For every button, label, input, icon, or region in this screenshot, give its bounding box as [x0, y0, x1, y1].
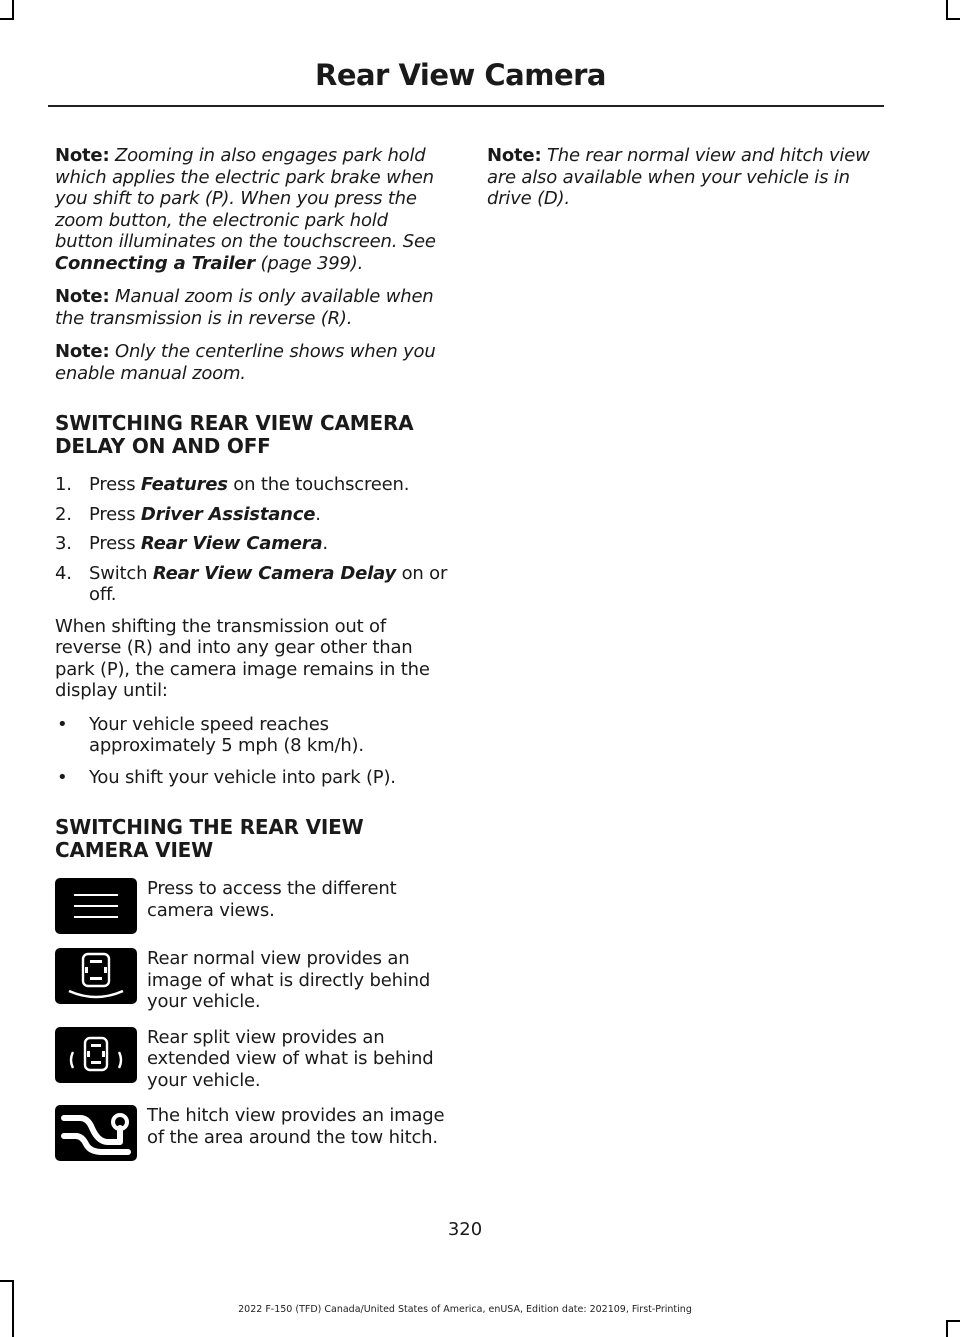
- note-text: Only the centerline shows when you enable manual zoom.: [55, 341, 436, 384]
- step-item: 4. Switch Rear View Camera Delay on or off.: [55, 562, 448, 605]
- crop-mark: [946, 1320, 960, 1322]
- note-text: The rear normal view and hitch view are also available when your vehicle is in drive (D).: [487, 145, 870, 209]
- note-centerline: [55, 341, 450, 384]
- footer-edition-info: 2022 F-150 (TFD) Canada/United States of America, enUSA, Edition date: 202109, First-Printing: [238, 1304, 692, 1315]
- note-text: Manual zoom is only available when the transmission is in reverse (R).: [55, 286, 434, 329]
- connecting-a-trailer-link[interactable]: Connecting a Trailer: [55, 252, 255, 274]
- steps-list: [55, 474, 450, 606]
- left-column: [55, 145, 450, 1175]
- crop-mark: [0, 18, 14, 20]
- ui-term: Driver Assistance: [140, 503, 316, 525]
- note-label: Note:: [55, 341, 110, 362]
- step-item: 3. Press Rear View Camera.: [55, 533, 328, 554]
- step-item: 1. Press Features on the touchscreen.: [55, 474, 410, 495]
- section-heading-camera-delay: SWITCHING REAR VIEW CAMERA DELAY ON AND OFF: [55, 411, 414, 458]
- bullet-list: [55, 714, 450, 789]
- page-reference: (page 399).: [255, 252, 364, 274]
- bullet-item: • You shift your vehicle into park (P).: [57, 766, 396, 788]
- ui-term: Features: [140, 474, 228, 495]
- note-manual-zoom: [55, 286, 450, 329]
- note-label: Note:: [55, 145, 110, 166]
- delay-paragraph: When shifting the transmission out of reverse (R) and into any gear other than park (P), the camera image remains in the display until:: [55, 615, 430, 701]
- page-title: Rear View Camera: [314, 58, 606, 92]
- view-row: [55, 948, 450, 1013]
- note-drive-views: [487, 145, 882, 210]
- crop-mark: [946, 18, 960, 20]
- rear-split-view-icon: [55, 1027, 137, 1083]
- ui-term: Rear View Camera: [140, 533, 323, 554]
- view-description: Rear normal view provides an image of what is directly behind your vehicle.: [147, 948, 431, 1012]
- ui-term: Rear View Camera Delay: [152, 562, 397, 584]
- step-item: 2. Press Driver Assistance.: [55, 503, 321, 525]
- menu-lines-icon: [55, 878, 137, 934]
- note-zoom-park-hold: [55, 145, 450, 274]
- crop-mark: [0, 1280, 14, 1282]
- view-row: [55, 878, 450, 934]
- note-text: Zooming in also engages park hold which applies the electric park brake when you shift to park (P). When you press the zoom button, the electronic park hold button illuminates on the touchscreen. See: [55, 145, 436, 252]
- rear-normal-view-icon: [55, 948, 137, 1004]
- view-description: Press to access the different camera views.: [147, 878, 397, 921]
- right-column: [487, 145, 882, 222]
- crop-mark: [946, 0, 948, 18]
- page-number: 320: [447, 1219, 483, 1240]
- crop-mark: [946, 1320, 948, 1337]
- section-heading-camera-view: SWITCHING THE REAR VIEW CAMERA VIEW: [55, 815, 364, 862]
- note-label: Note:: [487, 145, 542, 166]
- bullet-item: • Your vehicle speed reaches approximately 5 mph (8 km/h).: [57, 713, 364, 756]
- note-label: Note:: [55, 286, 110, 307]
- view-row: [55, 1027, 450, 1092]
- hitch-view-icon: [55, 1105, 137, 1161]
- view-description: The hitch view provides an image of the area around the tow hitch.: [147, 1105, 445, 1148]
- view-row: [55, 1105, 450, 1161]
- header-divider: [48, 105, 884, 107]
- view-description: Rear split view provides an extended view of what is behind your vehicle.: [147, 1026, 434, 1091]
- crop-mark: [12, 0, 14, 18]
